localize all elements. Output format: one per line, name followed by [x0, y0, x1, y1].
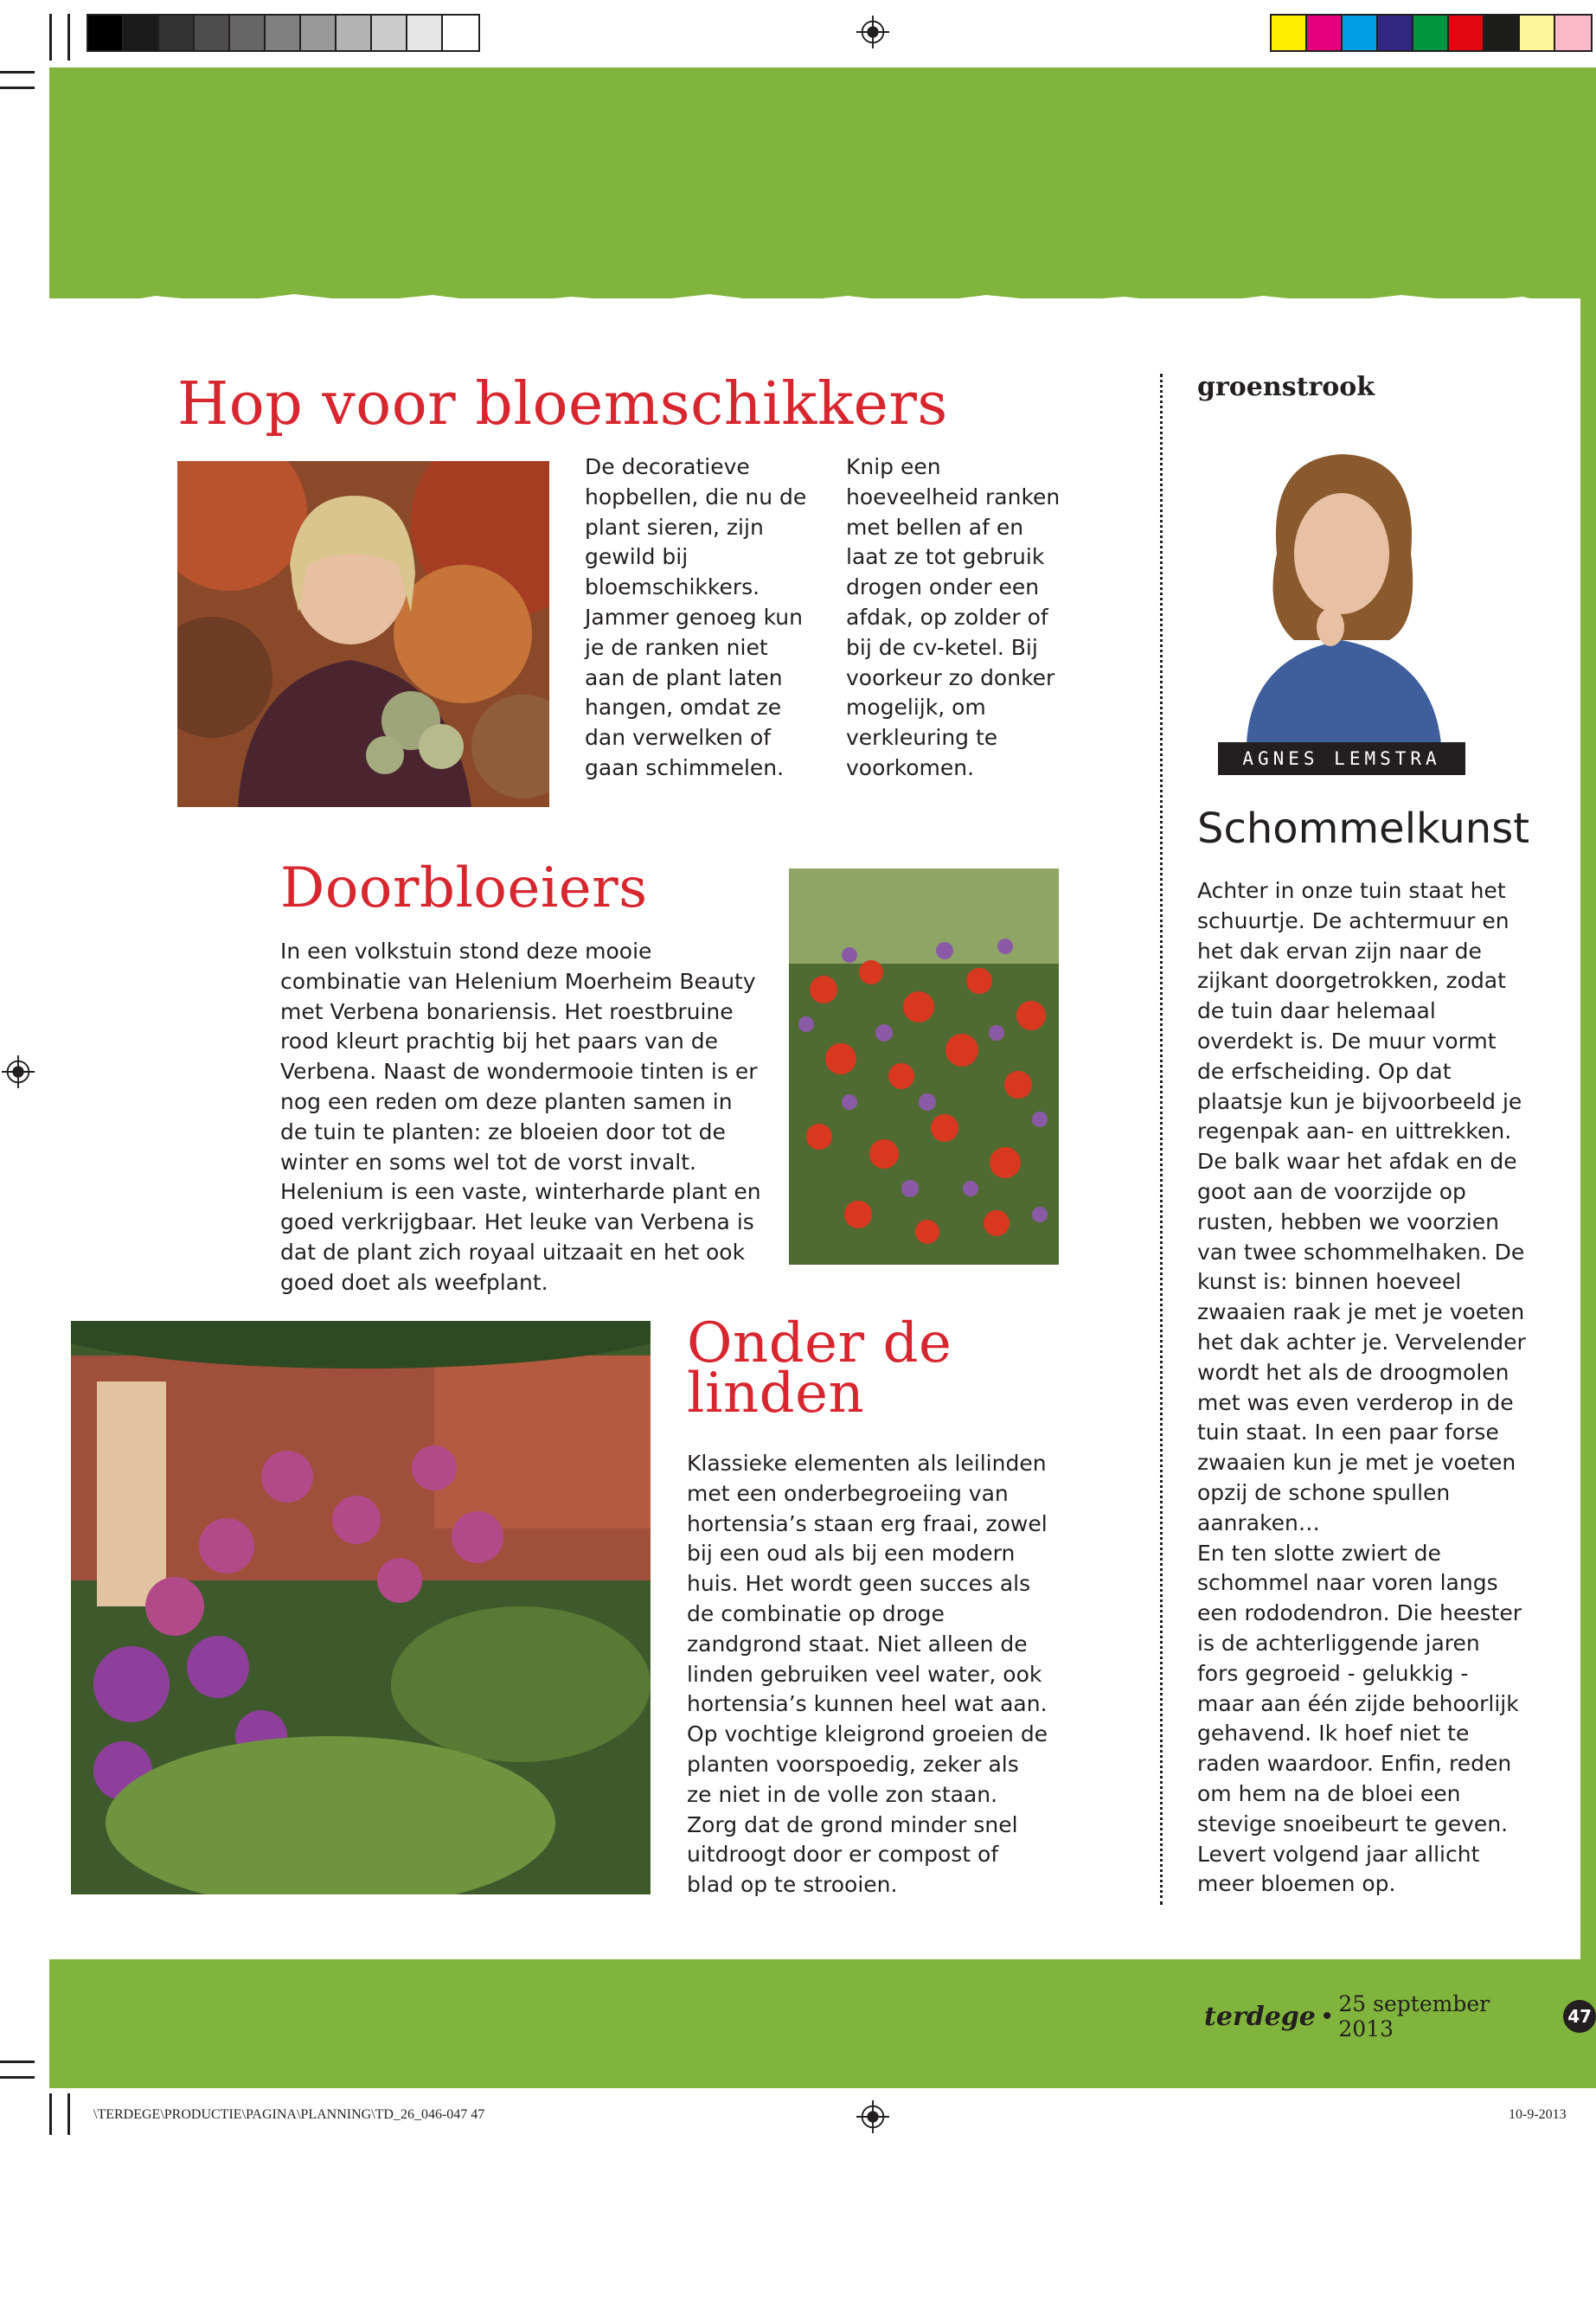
section-label: groenstrook [1197, 372, 1375, 402]
linden-headline: Onder de linden [687, 1311, 952, 1426]
hop-article-text: De decoratieve hopbellen, die nu de plant sieren, zijn gewild bij bloemschikkers. Jammer genoeg kun je de ranken niet aan de plant laten hangen, omdat ze dan verwelken of gaan schimmelen. Knip een hoeveelheid ranken met bellen af en laat ze tot gebruik drogen onder een afdak, op zolder of bij de cv-ketel. Bij voorkeur zo donker mogelijk, om verkleuring te voorkomen. [585, 454, 1061, 780]
column-divider [1160, 374, 1163, 1905]
author-name-tag: AGNES LEMSTRA [1218, 742, 1465, 775]
print-slug-path: \TERDEGE\PRODUCTIE\PAGINA\PLANNING\TD_26_046-047 47 [93, 2107, 485, 2122]
linden-hortensia-photo [71, 1321, 651, 1894]
footer-separator: • [1322, 2002, 1332, 2030]
print-slug-date: 10-9-2013 [1509, 2107, 1567, 2122]
issue-date: 25 september 2013 [1338, 1991, 1490, 2041]
brand-logo: terdege [1204, 2001, 1316, 2032]
doorbloeiers-headline: Doorbloeiers [280, 856, 648, 920]
linden-article-text: Klassieke elementen als leilinden met een onderbegroeiing van hortensia’s staan erg fraai, zowel bij een oud als bij een modern huis. Het wordt geen succes als de combinatie op droge zandgrond staat. Niet alleen de linden gebruiken veel water, ook hortensia’s kunnen heel wat aan. Op vochtige kleigrond groeien de planten voorspoedig, zeker als ze niet in de volle zon staan. Zorg dat de grond minder snel uitdroogt door er compost of blad op te strooien. [687, 1451, 1048, 1898]
author-portrait [1234, 441, 1446, 744]
page-number: 47 [1563, 2000, 1596, 2033]
column-text: Achter in onze tuin staat het schuurtje. De achtermuur en het dak ervan zijn naar de zijkant doorgetrokken, zodat de tuin daar helemaal overdekt is. De muur vormt de erfscheiding. Op dat plaatsje kun je bijvoorbeeld je regenpak aan- en uittrekken. De balk waar het afdak en de goot aan de voorzijde op rusten, hebben we voorzien van twee schommelhaken. De kunst is: binnen hoeveel zwaaien raak je met je voeten het dak achter je. Vervelender wordt het als de droogmolen met was even verderop in de tuin staat. In een paar forse zwaaien kun je met je voeten opzij de schone spullen aanraken… En ten slotte zwiert de schommel naar voren langs een rododendron. Die heester is de achterliggende jaren fors gegroeid - gelukkig - maar aan één zijde behoorlijk gehavend. Ik hoef niet te raden waardoor. Enfin, reden om hem na de bloei een stevige snoeibeurt te geven. Levert volgend jaar allicht meer bloemen op. [1197, 878, 1526, 1897]
doorbloeiers-article-text: In een volkstuin stond deze mooie combinatie van Helenium Moerheim Beauty met Verbena bonariensis. Het roestbruine rood kleurt prachtig bij het paars van de Verbena. Naast de wondermooie tinten is er nog een reden om deze planten samen in de tuin te planten: ze bloeien door tot de winter en soms wel tot de vorst invalt. Helenium is een vaste, winterharde plant en goed verkrijgbaar. Het leuke van Verbena is dat de plant zich royaal uitzaait en het ook goed doet als weefplant. [280, 939, 761, 1295]
footer-brand [1204, 1991, 1596, 2041]
column-title: Schommelkunst [1197, 804, 1530, 853]
helenium-verbena-photo [789, 868, 1059, 1265]
hop-photo [177, 461, 549, 807]
hop-headline: Hop voor bloemschikkers [177, 370, 948, 439]
